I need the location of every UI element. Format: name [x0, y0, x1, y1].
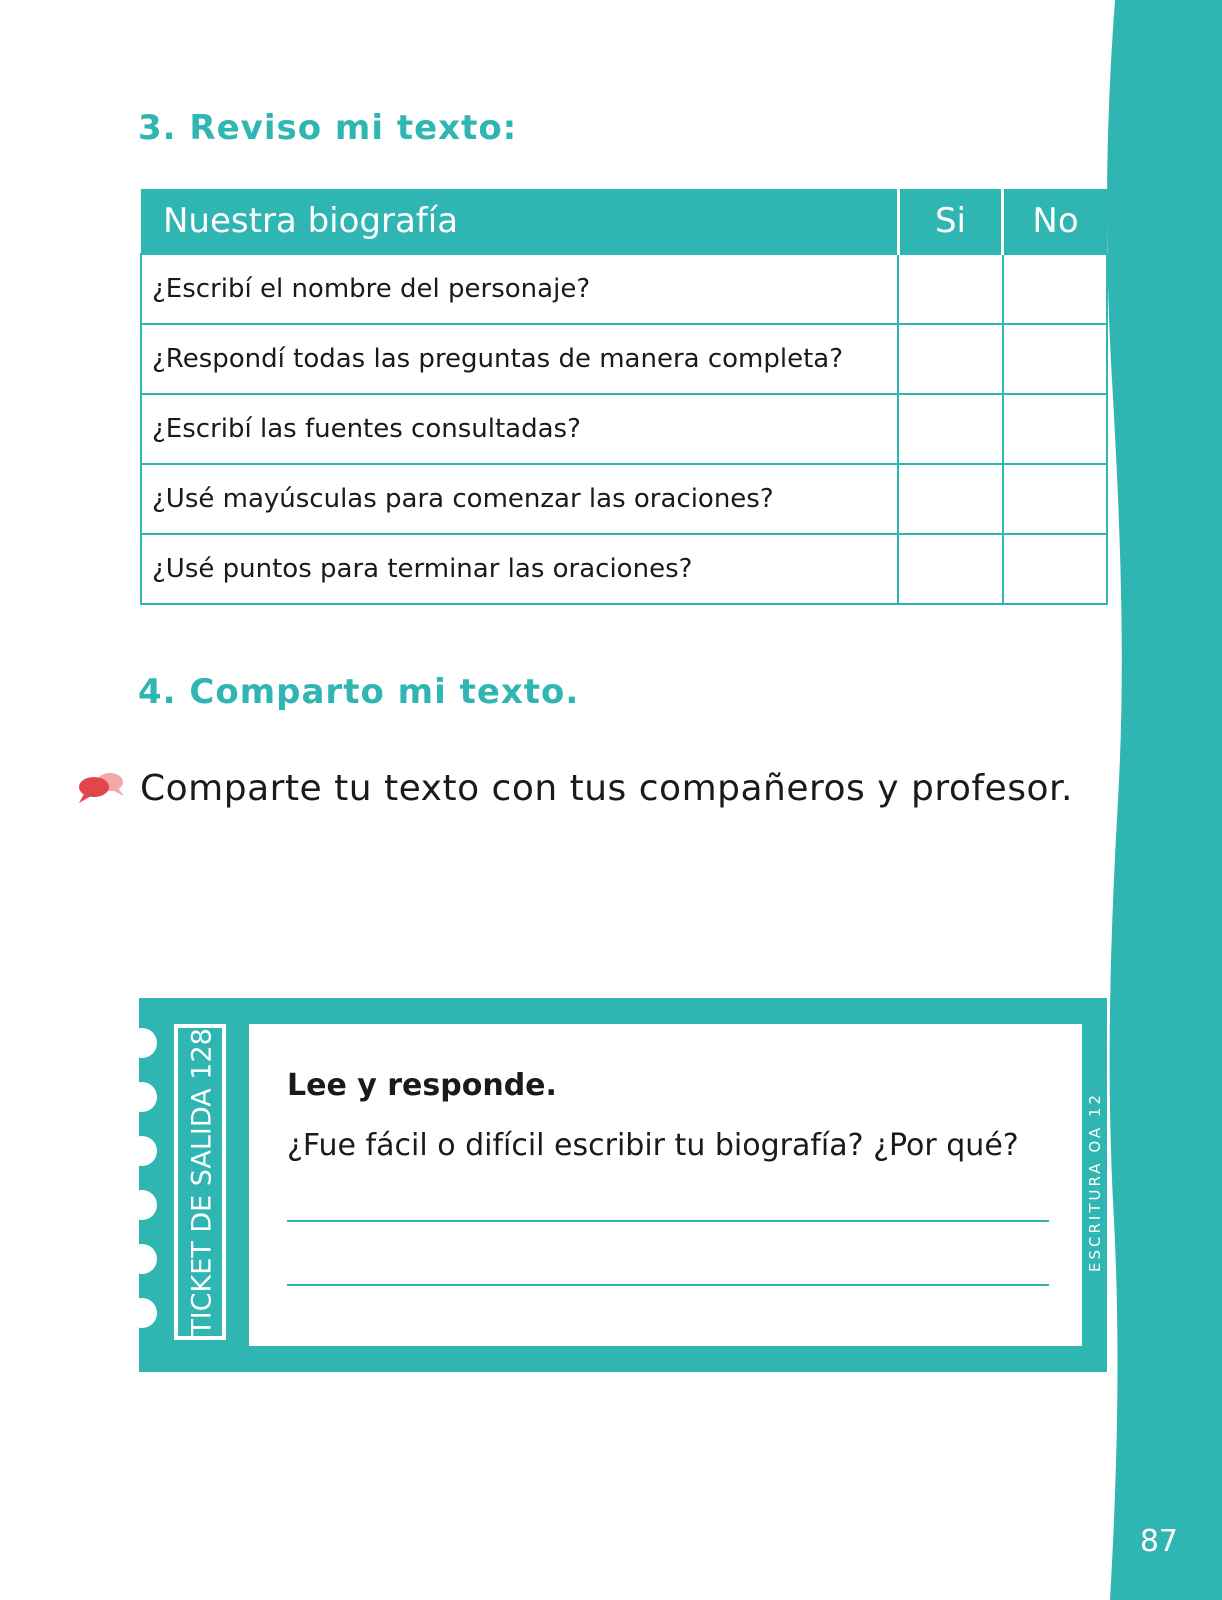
speech-bubbles-icon: [76, 770, 128, 806]
checklist-row: [141, 534, 1107, 604]
checklist-row: [141, 464, 1107, 534]
ticket-stub-label: TICKET DE SALIDA 128: [186, 1028, 218, 1336]
checklist-question: ¿Usé mayúsculas para comenzar las oraciones?: [141, 464, 898, 534]
checklist-row: [141, 324, 1107, 394]
page-number: 87: [1139, 1524, 1178, 1559]
ticket-notch: [127, 1190, 157, 1220]
ticket-side-code: ESCRITURA OA 12: [1086, 1092, 1104, 1272]
share-instruction: Comparte tu texto con tus compañeros y profesor.: [140, 768, 1073, 809]
checkbox-no[interactable]: [1003, 464, 1107, 534]
section-3-title: 3. Reviso mi texto:: [138, 108, 518, 148]
checkbox-si[interactable]: [898, 394, 1002, 464]
ticket-heading: Lee y responde.: [287, 1068, 557, 1103]
ticket-notch: [127, 1244, 157, 1274]
side-band-decoration: [1102, 0, 1222, 1600]
checkbox-si[interactable]: [898, 464, 1002, 534]
checklist-row: [141, 254, 1107, 324]
checklist-row: [141, 394, 1107, 464]
section-4-title: 4. Comparto mi texto.: [138, 672, 580, 712]
checkbox-no[interactable]: [1003, 254, 1107, 324]
checkbox-no[interactable]: [1003, 534, 1107, 604]
checklist-header-row: [141, 189, 1107, 254]
checklist-header-no: No: [1003, 189, 1107, 254]
checklist-header-si: Si: [898, 189, 1002, 254]
checklist-table: [140, 189, 1108, 605]
answer-line-1[interactable]: [287, 1220, 1049, 1222]
checklist-question: ¿Escribí el nombre del personaje?: [141, 254, 898, 324]
checklist-question: ¿Respondí todas las preguntas de manera completa?: [141, 324, 898, 394]
checkbox-si[interactable]: [898, 534, 1002, 604]
checkbox-si[interactable]: [898, 324, 1002, 394]
checkbox-no[interactable]: [1003, 324, 1107, 394]
ticket-notch: [127, 1136, 157, 1166]
checkbox-si[interactable]: [898, 254, 1002, 324]
ticket-notch: [127, 1298, 157, 1328]
ticket-question: ¿Fue fácil o difícil escribir tu biografía? ¿Por qué?: [287, 1128, 1019, 1163]
exit-ticket: [139, 998, 1107, 1372]
checklist-question: ¿Escribí las fuentes consultadas?: [141, 394, 898, 464]
answer-line-2[interactable]: [287, 1284, 1049, 1286]
checklist-question: ¿Usé puntos para terminar las oraciones?: [141, 534, 898, 604]
checklist-header-title: Nuestra biografía: [141, 189, 898, 254]
ticket-notch: [127, 1028, 157, 1058]
ticket-notch: [127, 1082, 157, 1112]
checkbox-no[interactable]: [1003, 394, 1107, 464]
ticket-body: [249, 1024, 1082, 1346]
